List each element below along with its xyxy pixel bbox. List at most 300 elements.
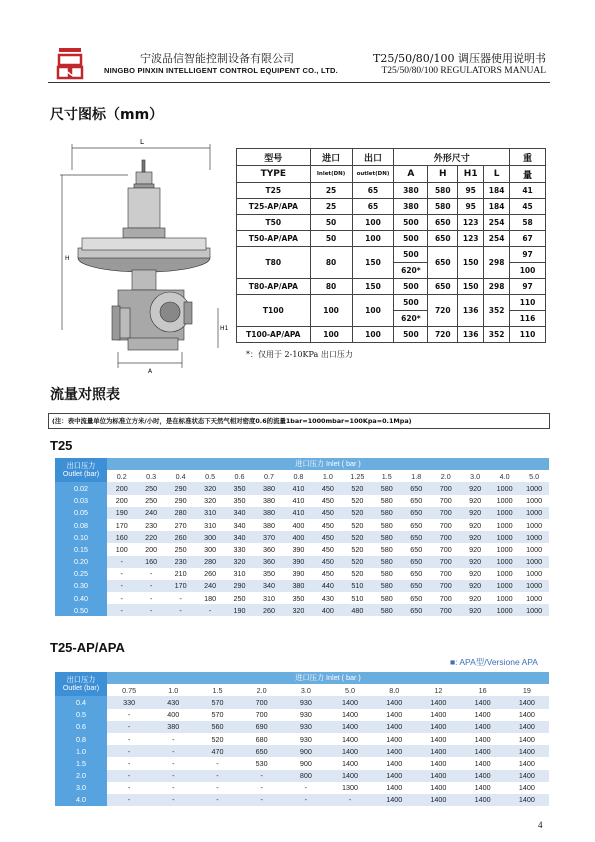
flow-cell: - [151, 770, 195, 782]
flow-cell: 920 [460, 604, 489, 616]
flow-cell: 570 [195, 709, 239, 721]
flow-cell: 920 [460, 556, 489, 568]
cell-L: 254 [484, 231, 510, 247]
cell-H1: 95 [458, 199, 484, 215]
flow-cell: 1000 [490, 592, 519, 604]
flow-cell: 1000 [490, 519, 519, 531]
table-row [55, 568, 549, 580]
table-row [55, 495, 549, 507]
table-row [55, 770, 549, 782]
flow-cell: 580 [372, 519, 401, 531]
flow-cell: 1000 [519, 592, 549, 604]
cell-outlet: 150 [352, 247, 394, 279]
outlet-label-cn: 出口压力 [66, 461, 96, 471]
cell-weight: 116 [510, 311, 546, 327]
flow-cell: - [107, 556, 136, 568]
flow-cell: - [136, 568, 165, 580]
flow-cell: 320 [284, 604, 313, 616]
flow-cell: 380 [284, 580, 313, 592]
flow-cell: 340 [225, 507, 254, 519]
table-row [237, 327, 546, 343]
flow-cell: - [107, 592, 136, 604]
outlet-label-en: Outlet (bar) [62, 683, 100, 693]
flow-cell: 260 [166, 531, 195, 543]
flow-cell: 300 [195, 531, 224, 543]
flow-cell: 580 [372, 580, 401, 592]
cell-inlet: 25 [310, 199, 352, 215]
flow-cell: 930 [284, 721, 328, 733]
flow-cell: 520 [343, 531, 372, 543]
flow-cell: 250 [166, 543, 195, 555]
inlet-value: 0.6 [225, 470, 254, 482]
flow-cell: 1000 [490, 556, 519, 568]
cell-A: 500 [394, 247, 428, 263]
flow-cell: 700 [431, 507, 460, 519]
outlet-pressure-header [55, 458, 107, 482]
flow-cell: 1000 [519, 519, 549, 531]
flow-cell: 1400 [461, 696, 505, 708]
flow-cell: 450 [313, 519, 342, 531]
cell-A: 500 [394, 231, 428, 247]
flow-cell: 180 [195, 592, 224, 604]
flow-cell: 320 [195, 482, 224, 494]
flow-cell: 1400 [372, 696, 416, 708]
cell-A: 380 [394, 199, 428, 215]
flow-cell: 250 [136, 495, 165, 507]
cell-type: T50 [237, 215, 311, 231]
flow-cell: - [151, 757, 195, 769]
cell-H: 650 [428, 231, 458, 247]
flow-cell: 220 [136, 531, 165, 543]
flow-cell: 1400 [416, 745, 460, 757]
table-row [55, 721, 549, 733]
col-H: H [428, 166, 458, 183]
cell-A: 500 [394, 215, 428, 231]
inlet-value: 1.8 [402, 470, 431, 482]
cell-type: T25-AP/APA [237, 199, 311, 215]
flow-cell: 190 [225, 604, 254, 616]
flow-cell: 510 [343, 592, 372, 604]
table-row [237, 215, 546, 231]
flow-cell: 680 [240, 733, 284, 745]
flow-cell: 1400 [505, 709, 549, 721]
flow-cell: 380 [254, 507, 283, 519]
flow-cell: 450 [313, 495, 342, 507]
flow-cell: 1000 [490, 580, 519, 592]
flow-cell: 170 [166, 580, 195, 592]
flow-cell: - [107, 580, 136, 592]
flow-cell: 240 [195, 580, 224, 592]
flow-cell: 320 [195, 495, 224, 507]
cell-L: 298 [484, 247, 510, 279]
table-row [237, 231, 546, 247]
flow-cell: 930 [284, 696, 328, 708]
cell-weight: 100 [510, 263, 546, 279]
outlet-value: 4.0 [55, 794, 107, 806]
inlet-values-row [55, 684, 549, 696]
flow-cell: 340 [225, 531, 254, 543]
flow-cell: 1400 [461, 721, 505, 733]
dim-label-L: L [140, 138, 144, 146]
cell-L: 298 [484, 279, 510, 295]
inlet-value: 16 [461, 684, 505, 696]
dim-label-A: A [148, 368, 153, 375]
flow-cell: 310 [254, 592, 283, 604]
cell-weight: 97 [510, 279, 546, 295]
flow-cell: 1000 [490, 495, 519, 507]
outlet-value: 0.05 [55, 507, 107, 519]
flow-cell: 1400 [461, 782, 505, 794]
apa-legend-text: ■: APA型/Versione APA [450, 657, 538, 667]
flow-cell: 1400 [505, 733, 549, 745]
cell-L: 352 [484, 295, 510, 327]
flow-cell: 1400 [416, 733, 460, 745]
flow-cell: 650 [240, 745, 284, 757]
flow-cell: 290 [166, 482, 195, 494]
flow-cell: 700 [431, 556, 460, 568]
table-row [237, 199, 546, 215]
flow-cell: 1000 [519, 604, 549, 616]
cell-inlet: 50 [310, 215, 352, 231]
outlet-value: 0.03 [55, 495, 107, 507]
flow-cell: 920 [460, 543, 489, 555]
cell-outlet: 100 [352, 327, 394, 343]
outlet-value: 0.8 [55, 733, 107, 745]
flow-cell: 450 [313, 556, 342, 568]
page-header [48, 46, 548, 82]
flow-cell: 1400 [372, 721, 416, 733]
flow-cell: 1400 [505, 794, 549, 806]
flow-cell: 580 [372, 568, 401, 580]
inlet-value: 1.5 [372, 470, 401, 482]
flow-cell: 930 [284, 709, 328, 721]
flow-cell: 700 [431, 482, 460, 494]
flow-cell: 450 [313, 507, 342, 519]
inlet-value: 8.0 [372, 684, 416, 696]
cell-type: T100 [237, 295, 311, 327]
flow-cell: - [195, 794, 239, 806]
inlet-value: 1.25 [343, 470, 372, 482]
flow-cell: - [136, 604, 165, 616]
flow-cell: 650 [402, 604, 431, 616]
cell-A: 500 [394, 279, 428, 295]
cell-H: 650 [428, 215, 458, 231]
flow-cell: 280 [166, 507, 195, 519]
cell-H: 720 [428, 295, 458, 327]
flow-cell: 700 [431, 543, 460, 555]
flow-cell: 1400 [505, 721, 549, 733]
flow-cell: 1400 [505, 770, 549, 782]
flow-cell: 1000 [519, 482, 549, 494]
cell-H: 650 [428, 279, 458, 295]
col-size-cn: 外形尺寸 [394, 149, 510, 166]
table-header-row [237, 149, 546, 166]
cell-inlet: 80 [310, 247, 352, 279]
flow-cell: 400 [284, 531, 313, 543]
flow-cell: 920 [460, 592, 489, 604]
cell-A: 500 [394, 327, 428, 343]
outlet-value: 0.08 [55, 519, 107, 531]
flow-cell: 400 [284, 519, 313, 531]
flow-cell: 1400 [328, 696, 372, 708]
cell-H: 720 [428, 327, 458, 343]
flow-cell: 260 [195, 568, 224, 580]
flow-cell: - [107, 745, 151, 757]
flow-cell: 1400 [505, 745, 549, 757]
flow-cell: 340 [254, 580, 283, 592]
flow-header-row [55, 458, 549, 470]
flow-cell: - [284, 782, 328, 794]
flow-cell: - [151, 745, 195, 757]
outlet-value: 0.25 [55, 568, 107, 580]
flow-cell: 520 [343, 482, 372, 494]
flow-cell: 520 [343, 495, 372, 507]
flow-cell: 190 [107, 507, 136, 519]
flow-cell: 430 [151, 696, 195, 708]
flow-cell: 1400 [416, 696, 460, 708]
flow-cell: - [284, 794, 328, 806]
flow-cell: 580 [372, 592, 401, 604]
table-row [55, 507, 549, 519]
table-row [55, 482, 549, 494]
flow-cell: 530 [240, 757, 284, 769]
flow-cell: 1400 [372, 782, 416, 794]
flow-cell: 260 [254, 604, 283, 616]
flow-cell: 340 [225, 519, 254, 531]
flow-cell: 520 [343, 507, 372, 519]
flow-cell: 370 [254, 531, 283, 543]
flow-cell: 700 [240, 696, 284, 708]
flow-cell: 700 [431, 580, 460, 592]
company-name-en: NINGBO PINXIN INTELLIGENT CONTROL EQUIPENT CO., LTD. [104, 66, 338, 75]
cell-H1: 123 [458, 231, 484, 247]
t25-title: T25 [50, 438, 73, 453]
flow-cell: - [107, 604, 136, 616]
flow-cell: 320 [225, 556, 254, 568]
flow-cell: 200 [107, 482, 136, 494]
cell-H1: 150 [458, 247, 484, 279]
inlet-pressure-header: 进口压力 Inlet ( bar ) [107, 672, 549, 684]
flow-cell: 410 [284, 482, 313, 494]
table-row [55, 556, 549, 568]
company-name-cn: 宁波品信智能控制设备有限公司 [140, 52, 294, 65]
flow-cell: 1400 [416, 794, 460, 806]
flow-cell: 240 [136, 507, 165, 519]
flow-cell: 310 [195, 507, 224, 519]
cell-weight: 41 [510, 183, 546, 199]
flow-cell: 380 [254, 495, 283, 507]
flow-cell: - [107, 568, 136, 580]
flow-cell: 450 [313, 482, 342, 494]
flow-cell: - [195, 770, 239, 782]
outlet-value: 0.02 [55, 482, 107, 494]
flow-cell: 380 [254, 482, 283, 494]
flow-cell: 920 [460, 482, 489, 494]
apa-legend [450, 656, 538, 668]
flow-cell: 580 [372, 604, 401, 616]
flow-cell: 1400 [372, 757, 416, 769]
flow-cell: 390 [284, 568, 313, 580]
cell-type: T80-AP/APA [237, 279, 311, 295]
flow-cell: 310 [195, 519, 224, 531]
flow-cell: 650 [402, 556, 431, 568]
cell-weight: 67 [510, 231, 546, 247]
cell-inlet: 50 [310, 231, 352, 247]
table-row [55, 709, 549, 721]
inlet-value: 5.0 [328, 684, 372, 696]
flow-cell: 520 [343, 556, 372, 568]
flow-cell: - [195, 782, 239, 794]
flow-cell: - [107, 721, 151, 733]
col-model-cn: 型号 [237, 149, 311, 166]
flow-cell: 360 [254, 556, 283, 568]
inlet-value: 0.4 [166, 470, 195, 482]
flow-cell: 1400 [461, 745, 505, 757]
flow-cell: 1400 [328, 757, 372, 769]
inlet-value: 2.0 [240, 684, 284, 696]
flow-cell: 1400 [461, 757, 505, 769]
t25ap-flow-table [55, 672, 549, 806]
cell-outlet: 65 [352, 183, 394, 199]
flow-cell: 330 [107, 696, 151, 708]
cell-type: T100-AP/APA [237, 327, 311, 343]
flow-cell: 430 [313, 592, 342, 604]
cell-weight: 45 [510, 199, 546, 215]
manual-title-en: T25/50/80/100 REGULATORS MANUAL [381, 66, 546, 76]
inlet-value: 0.2 [107, 470, 136, 482]
flow-cell: 1400 [328, 721, 372, 733]
flow-cell: - [240, 770, 284, 782]
flow-cell: 290 [225, 580, 254, 592]
outlet-label-cn: 出口压力 [66, 675, 96, 685]
flow-cell: 1000 [519, 580, 549, 592]
flow-cell: 1000 [490, 568, 519, 580]
flow-cell: 170 [107, 519, 136, 531]
flow-cell: 1000 [519, 531, 549, 543]
flow-cell: 350 [225, 495, 254, 507]
flow-cell: 390 [284, 556, 313, 568]
flow-cell: - [136, 580, 165, 592]
flow-cell: 400 [313, 604, 342, 616]
flow-cell: 1000 [490, 482, 519, 494]
col-L: L [484, 166, 510, 183]
flow-cell: 1400 [372, 733, 416, 745]
flow-cell: 350 [284, 592, 313, 604]
inlet-value: 0.5 [195, 470, 224, 482]
flow-cell: 920 [460, 568, 489, 580]
flow-note: (注：表中流量单位为标准立方米/小时，是在标准状态下天然气相对密度0.6的流量1bar=1000mbar=100Kpa=0.1Mpa) [48, 413, 550, 429]
t25ap-title: T25-AP/APA [50, 640, 125, 655]
flow-cell: 270 [166, 519, 195, 531]
cell-weight: 110 [510, 327, 546, 343]
inlet-value: 5.0 [519, 470, 549, 482]
inlet-value: 12 [416, 684, 460, 696]
flow-cell: 1400 [505, 696, 549, 708]
flow-cell: 1000 [519, 495, 549, 507]
flow-cell: 350 [254, 568, 283, 580]
flow-cell: 470 [195, 745, 239, 757]
flow-cell: 920 [460, 507, 489, 519]
table-row [55, 794, 549, 806]
cell-H: 580 [428, 199, 458, 215]
flow-cell: 580 [372, 531, 401, 543]
table-row [55, 580, 549, 592]
cell-outlet: 65 [352, 199, 394, 215]
flow-cell: 1400 [416, 770, 460, 782]
flow-cell: 520 [343, 568, 372, 580]
flow-cell: - [151, 794, 195, 806]
flow-cell: 1400 [372, 770, 416, 782]
outlet-value: 0.30 [55, 580, 107, 592]
table-row [55, 745, 549, 757]
table-row [55, 733, 549, 745]
inlet-value: 0.7 [254, 470, 283, 482]
cell-A: 620* [394, 311, 428, 327]
outlet-label-en: Outlet (bar) [62, 469, 100, 479]
flow-cell: 1400 [416, 757, 460, 769]
flow-cell: 800 [284, 770, 328, 782]
outlet-value: 0.6 [55, 721, 107, 733]
flow-cell: 410 [284, 495, 313, 507]
outlet-value: 3.0 [55, 782, 107, 794]
table-row [55, 519, 549, 531]
flow-cell: 700 [240, 709, 284, 721]
col-H1: H1 [458, 166, 484, 183]
regulator-drawing [58, 130, 228, 375]
flow-cell: - [240, 794, 284, 806]
flow-cell: 1400 [461, 733, 505, 745]
flow-cell: 700 [431, 568, 460, 580]
col-inlet-cn: 进口 [310, 149, 352, 166]
flow-cell: 920 [460, 495, 489, 507]
flow-cell: - [166, 592, 195, 604]
cell-A: 500 [394, 295, 428, 311]
flow-cell: 1400 [416, 709, 460, 721]
inlet-value: 3.0 [284, 684, 328, 696]
cell-L: 352 [484, 327, 510, 343]
flow-cell: - [107, 733, 151, 745]
cell-inlet: 100 [310, 295, 352, 327]
cell-outlet: 100 [352, 215, 394, 231]
flow-cell: 1400 [461, 709, 505, 721]
cell-H1: 136 [458, 327, 484, 343]
col-weight-cn1: 重 [510, 149, 546, 166]
flow-cell: 650 [402, 580, 431, 592]
table-row [237, 247, 546, 263]
flow-cell: - [107, 757, 151, 769]
flow-cell: - [107, 709, 151, 721]
flow-cell: 450 [313, 568, 342, 580]
outlet-value: 0.15 [55, 543, 107, 555]
flow-cell: 520 [343, 543, 372, 555]
table-row [55, 604, 549, 616]
cell-H1: 136 [458, 295, 484, 327]
flow-cell: 700 [431, 519, 460, 531]
flow-cell: 510 [343, 580, 372, 592]
flow-cell: 1400 [461, 770, 505, 782]
cell-type: T80 [237, 247, 311, 279]
cell-inlet: 80 [310, 279, 352, 295]
dim-label-H: H [65, 255, 70, 262]
outlet-value: 0.5 [55, 709, 107, 721]
flow-cell: 1000 [519, 568, 549, 580]
flow-cell: 580 [372, 543, 401, 555]
inlet-value: 3.0 [460, 470, 489, 482]
flow-cell: 650 [402, 592, 431, 604]
flow-cell: 400 [151, 709, 195, 721]
flow-cell: - [107, 770, 151, 782]
flow-cell: 570 [195, 696, 239, 708]
